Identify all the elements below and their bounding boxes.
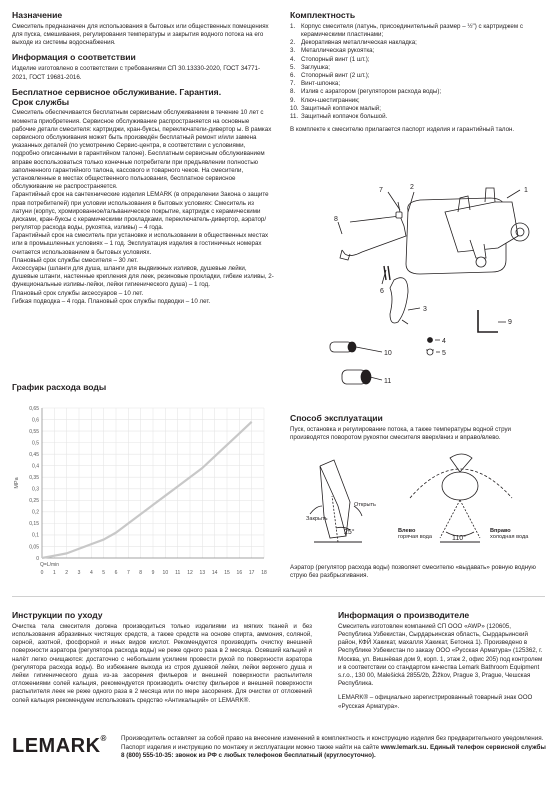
package-section [290, 11, 545, 134]
diagram-callout: 6 [380, 288, 384, 295]
y-tick-label: 0,45 [29, 451, 39, 458]
x-tick-label: 2 [65, 570, 69, 576]
aerator-note: Аэратор (регулятор расхода воды) позволяет смесителю «выдавать» ровную водную струю без разбрызгивания. [290, 564, 536, 580]
x-tick-label: 7 [126, 570, 130, 576]
diagram-callout: 5 [442, 350, 446, 357]
diagram-callout: 9 [508, 319, 512, 326]
purpose-text: Смеситель предназначен для использования в бытовых или общественных помещениях для пуска, смешивания, регулирования температуры и закрытия водного потока на его выходе из системы водоснабжения. [12, 22, 269, 47]
y-tick-label: 0,6 [32, 417, 39, 424]
x-tick-label: 15 [224, 570, 230, 576]
flow-chart [12, 398, 274, 583]
series-line [42, 422, 252, 558]
spout [342, 216, 406, 256]
y-tick-label: 0,55 [29, 428, 39, 435]
x-tick-label: 3 [77, 570, 81, 576]
diagram-callout: 3 [423, 306, 427, 313]
warranty-paragraph: Гарантийный срок на сантехнические изделия LEMARK (в определении Закона о защите прав потребителей) при условии использования в бытовых условиях: Смеситель из латуни (корпус, хромированное/гальваническое покрытие, картридж с керамическими дисками, кран-буксы с керамическими прокладками, переключатель-дивертор, аэратор/регулятор расхода воды, рукоятка, изливы) – 4 года. [12, 191, 269, 232]
footer-service-phone: Единый телефон сервисной службы 8 (800) 555-10-35: звонок из РФ с любых телефонов бесплатный (круглосуточно). [121, 743, 546, 759]
care-title: Инструкции по уходу [12, 610, 103, 620]
close-label: Закрыть [306, 516, 328, 522]
conformity-title: Информация о соответствии [12, 52, 136, 63]
left-column [12, 11, 274, 312]
x-axis-label: Q=L/min [40, 562, 60, 568]
care-text: Очистка тела смесителя должна производиться только изделиями из мягких тканей и без использования абразивных чистящих средств, а также средств на основе спирта, аммония, соляной, серной, азотной, фосфорной и иных видов кислот. Рекомендуется производить очистку внешней поверхности аэратора (регулятора расхода воды) не реже одного раза в 2 месяца. Осевший кальций и налёт легко очищаются: достаточно с небольшим усилием провести рукой по поверхности аэратора (регулятора расхода воды). Во избежание выхода из строя душевой лейки, лейки верхнего душа и лейки гигиенического душа из-за засорения фильеров и внешней поверхности распылителя отложениями солей кальция, рекомендуется производить очистку фильеров и внешней поверхности распылителя леек не реже одного раза в 2 месяца или по мере засорения. Для очистки от отложений солей кальция рекомендуем использовать средство «Антикальций» от LEMARK®. [12, 622, 312, 704]
purpose-section [12, 11, 274, 47]
x-tick-label: 0 [40, 570, 44, 576]
section-divider [12, 596, 545, 597]
diagram-callout: 8 [334, 216, 338, 223]
right-sub-label: холодная вода [490, 534, 529, 540]
x-tick-label: 1 [52, 570, 56, 576]
x-tick-label: 8 [139, 570, 143, 576]
diagram-callout: 10 [384, 350, 392, 357]
right-label: Вправо [490, 528, 511, 534]
x-tick-label: 10 [162, 570, 169, 576]
list-item: 11. Защитный колпачок большой. [290, 112, 388, 120]
y-axis-label: MPa [14, 477, 20, 489]
right-column [290, 11, 545, 134]
manufacturer-section [338, 611, 545, 711]
x-tick-label: 12 [187, 570, 193, 576]
list-item: 1. Корпус смесителя (латунь, присоединительный размер – ½") с картриджем с керамическими пластинами; [290, 22, 523, 39]
y-tick-label: 0,65 [29, 405, 39, 412]
footer-text [121, 735, 546, 761]
operation-section [290, 414, 545, 442]
list-item: 3. Металлическая рукоятка; [290, 47, 375, 55]
warranty-paragraph: Гарантийный срок на смеситель при установке и использовании в общественных местах или в промышленных условиях – 1 год. Эксплуатация изделия в гостиничных номерах считается использованием в бытовых условиях. [12, 232, 269, 256]
conformity-section [12, 53, 274, 81]
x-tick-label: 18 [261, 570, 267, 576]
manufacturer-title: Информация о производителе [338, 610, 470, 620]
package-note: В комплекте к смесителю прилагается паспорт изделия и гарантийный талон. [290, 126, 515, 134]
left-label: Влево [398, 528, 416, 534]
diagram-callout: 1 [524, 187, 528, 194]
diagram-callout: 2 [410, 184, 414, 191]
warranty-section [12, 88, 274, 306]
package-list [290, 23, 545, 121]
y-tick-label: 0,5 [32, 440, 39, 447]
y-tick-label: 0,15 [29, 521, 39, 528]
footer-site-link[interactable]: www.lemark.su. [380, 743, 429, 751]
list-item: 2. Декоративная металлическая накладка; [290, 39, 417, 47]
x-tick-label: 16 [236, 570, 243, 576]
diagram-callout: 11 [384, 378, 392, 385]
list-item: 8. Излив с аэратором (регулятором расхода воды); [290, 88, 442, 96]
warranty-paragraph: Аксессуары (шланги для душа, шланги для выдвижных изливов, душевые лейки, душевые штанги, настенные крепления для леек, резиновые прокладки, гибкие изливы, 2-функциональные изливы-лейки, лейки гигиенического душа) – 1 год. [12, 265, 274, 289]
x-tick-label: 5 [102, 570, 106, 576]
list-item: 7. Винт-шпонка; [290, 80, 341, 88]
y-tick-label: 0,3 [32, 486, 39, 493]
y-tick-label: 0,4 [32, 463, 39, 470]
angle-horizontal-label: 110° [452, 535, 466, 542]
x-tick-label: 13 [199, 570, 206, 576]
list-item: 9. Ключ-шестигранник; [290, 96, 360, 104]
brand-logo: LEMARK® [12, 734, 107, 757]
y-tick-label: 0,25 [29, 498, 39, 505]
y-tick-label: 0,35 [29, 475, 39, 482]
flow-chart-section [12, 383, 274, 395]
angle-vertical-label: 25° [344, 529, 355, 536]
list-item: 4. Стопорный винт (1 шт.); [290, 55, 370, 63]
warranty-paragraph: Гибкая подводка – 4 года. Плановый срок службы подводки – 10 лет. [12, 297, 211, 305]
x-tick-label: 6 [114, 570, 118, 576]
operation-text: Пуск, остановка и регулирование потока, а также температуры водной струи производятся поворотом рукоятки смесителя вверх/вниз и вправо/влево. [290, 425, 512, 442]
warranty-paragraph: Плановый срок службы аксессуаров – 10 лет. [12, 289, 144, 297]
x-tick-label: 11 [175, 570, 181, 576]
warranty-title: Бесплатное сервисное обслуживание. Гарантия. Срок службы [12, 86, 222, 107]
warranty-paragraph: Плановый срок службы смесителя – 30 лет. [12, 256, 138, 264]
x-tick-label: 4 [89, 570, 93, 576]
left-sub-label: горячая вода [398, 534, 432, 540]
package-title: Комплектность [290, 10, 356, 20]
hex-key [478, 310, 498, 332]
chart-title: График расхода воды [12, 382, 107, 392]
diagram-callout: 4 [442, 338, 446, 345]
warranty-paragraph: Смеситель обеспечивается бесплатным сервисным обслуживанием в течение 10 лет с момента приобретения. Сервисное обслуживание распространяется на основные рабочие детали смесителя: картриджи, кран-буксы, переключатели-дивертор ы. В рамках сервисного обслуживания может быть произведён бесплатный ремонт и/или замена указанных деталей (по усмотрению Сервис-центра, в соответствии с условиями, подробно описанными в гарантийном талоне). Бесплатным сервисным обслуживанием вправе воспользоваться только конечные потребители при предъявлении полностью заполненного гарантийного талона, кассового и товарного чеков. На смесители, установленные в местах общественного пользования, бесплатное сервисное обслуживание не распространяется. [12, 109, 272, 191]
y-tick-label: 0,2 [32, 509, 39, 516]
x-tick-label: 9 [151, 570, 155, 576]
list-item: 10. Защитный колпачок малый; [290, 104, 381, 112]
footer-disclaimer: Производитель оставляет за собой право на внесение изменений в комплектность и конструкцию изделия без предварительного уведомления. Паспорт изделия и инструкцию по монтажу и эксплуатации можно также найти на сайте [121, 735, 544, 751]
purpose-title: Назначение [12, 10, 63, 20]
operation-title: Способ эксплуатации [290, 413, 383, 423]
y-tick-label: 0,05 [29, 544, 39, 551]
y-tick-label: 0,1 [32, 532, 39, 539]
list-item: 6. Стопорный винт (2 шт.); [290, 72, 370, 79]
handle [390, 278, 408, 323]
x-tick-label: 17 [248, 570, 255, 576]
list-item: 5. Заглушка; [290, 63, 330, 71]
care-section [12, 611, 312, 705]
diagram-callout: 7 [379, 187, 383, 194]
operation-diagram [290, 446, 545, 558]
manufacturer-text: Смеситель изготовлен компанией СП ООО «AWP» (120605, Республика Узбекистан, Сырдарьинская область, Сырдарьинский район, КФЙ Хакикат, махалля Хакикат, Бетонка 1). Произведено в Республике Узбекистан по заказу ООО «Русская Арматура» (125362, г. Москва, ул. Вишнёвая дом 9, корп. 1, этаж 2, офис 205) под контролем и в соответствии со стандартом качества Lemark Bathroom Equipment s.r.o., 130 00, Malešická 2855/2b, Žižkov, Prague 3, Prague, Чешская Республика. [338, 622, 543, 688]
trademark-text: LEMARK® – официально зарегистрированный товарный знак ООО «Русская Арматура». [338, 694, 533, 710]
y-tick-label: 0 [36, 555, 39, 562]
open-label: Открыть [354, 502, 376, 508]
aerator-note-block [290, 564, 545, 580]
conformity-text: Изделие изготовлено в соответствии с требованиями СП 30.13330-2020, ГОСТ 34771-2021, ГОСТ 19681-2016. [12, 65, 261, 81]
x-tick-label: 14 [211, 570, 218, 576]
exploded-view-diagram [290, 172, 545, 397]
